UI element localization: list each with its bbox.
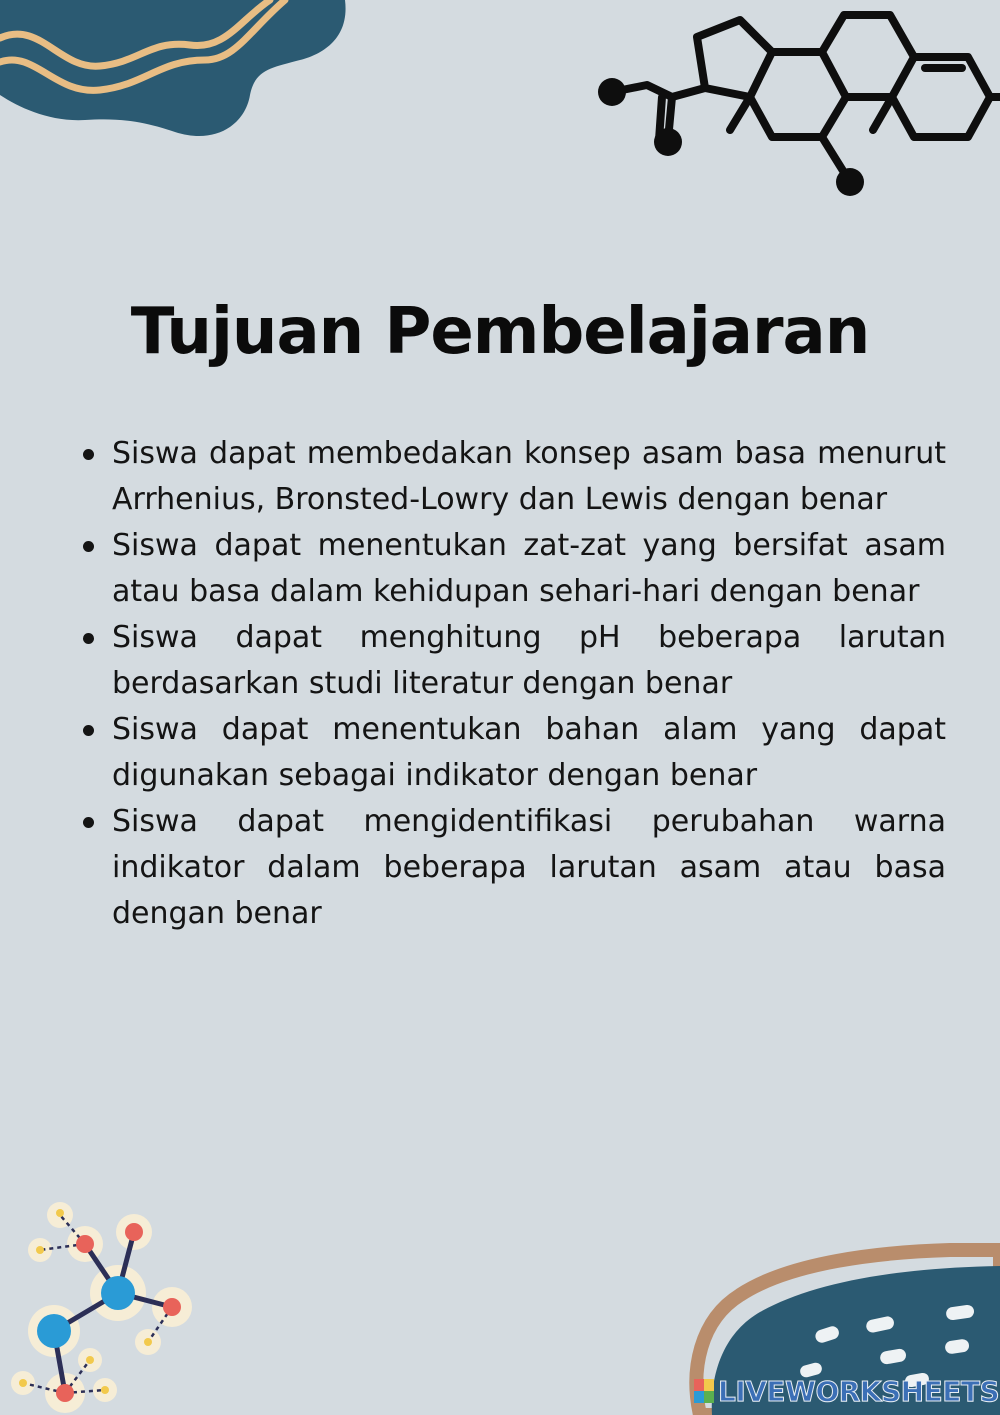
list-item xyxy=(80,707,946,799)
objective-text: Siswa dapat menentukan bahan alam yang dapat digunakan sebagai indikator dengan benar xyxy=(112,712,946,793)
list-item xyxy=(80,799,946,937)
bullet-icon xyxy=(83,449,94,460)
liveworksheets-icon xyxy=(694,1379,714,1403)
objective-text: Siswa dapat menghitung pH beberapa larutan berdasarkan studi literatur dengan benar xyxy=(112,620,946,701)
bullet-icon xyxy=(83,817,94,828)
objective-text: Siswa dapat mengidentifikasi perubahan warna indikator dalam beberapa larutan asam atau basa dengan benar xyxy=(112,804,946,931)
list-item xyxy=(80,431,946,523)
bullet-icon xyxy=(83,541,94,552)
molecule-model-icon xyxy=(10,1195,200,1415)
watermark-text: LIVEWORKSHEETS xyxy=(718,1374,1000,1408)
list-item xyxy=(80,615,946,707)
steroid-molecule-icon xyxy=(590,0,1000,210)
bullet-icon xyxy=(83,633,94,644)
bullet-icon xyxy=(83,725,94,736)
liveworksheets-logo xyxy=(694,1372,999,1410)
objective-text: Siswa dapat menentukan zat-zat yang bersifat asam atau basa dalam kehidupan sehari-hari dengan benar xyxy=(112,528,946,609)
wave-blob-decoration xyxy=(0,0,360,150)
objective-text: Siswa dapat membedakan konsep asam basa menurut Arrhenius, Bronsted-Lowry dan Lewis dengan benar xyxy=(112,436,946,517)
list-item xyxy=(80,523,946,615)
objectives-list xyxy=(80,431,946,937)
page-title: Tujuan Pembelajaran xyxy=(130,295,870,369)
